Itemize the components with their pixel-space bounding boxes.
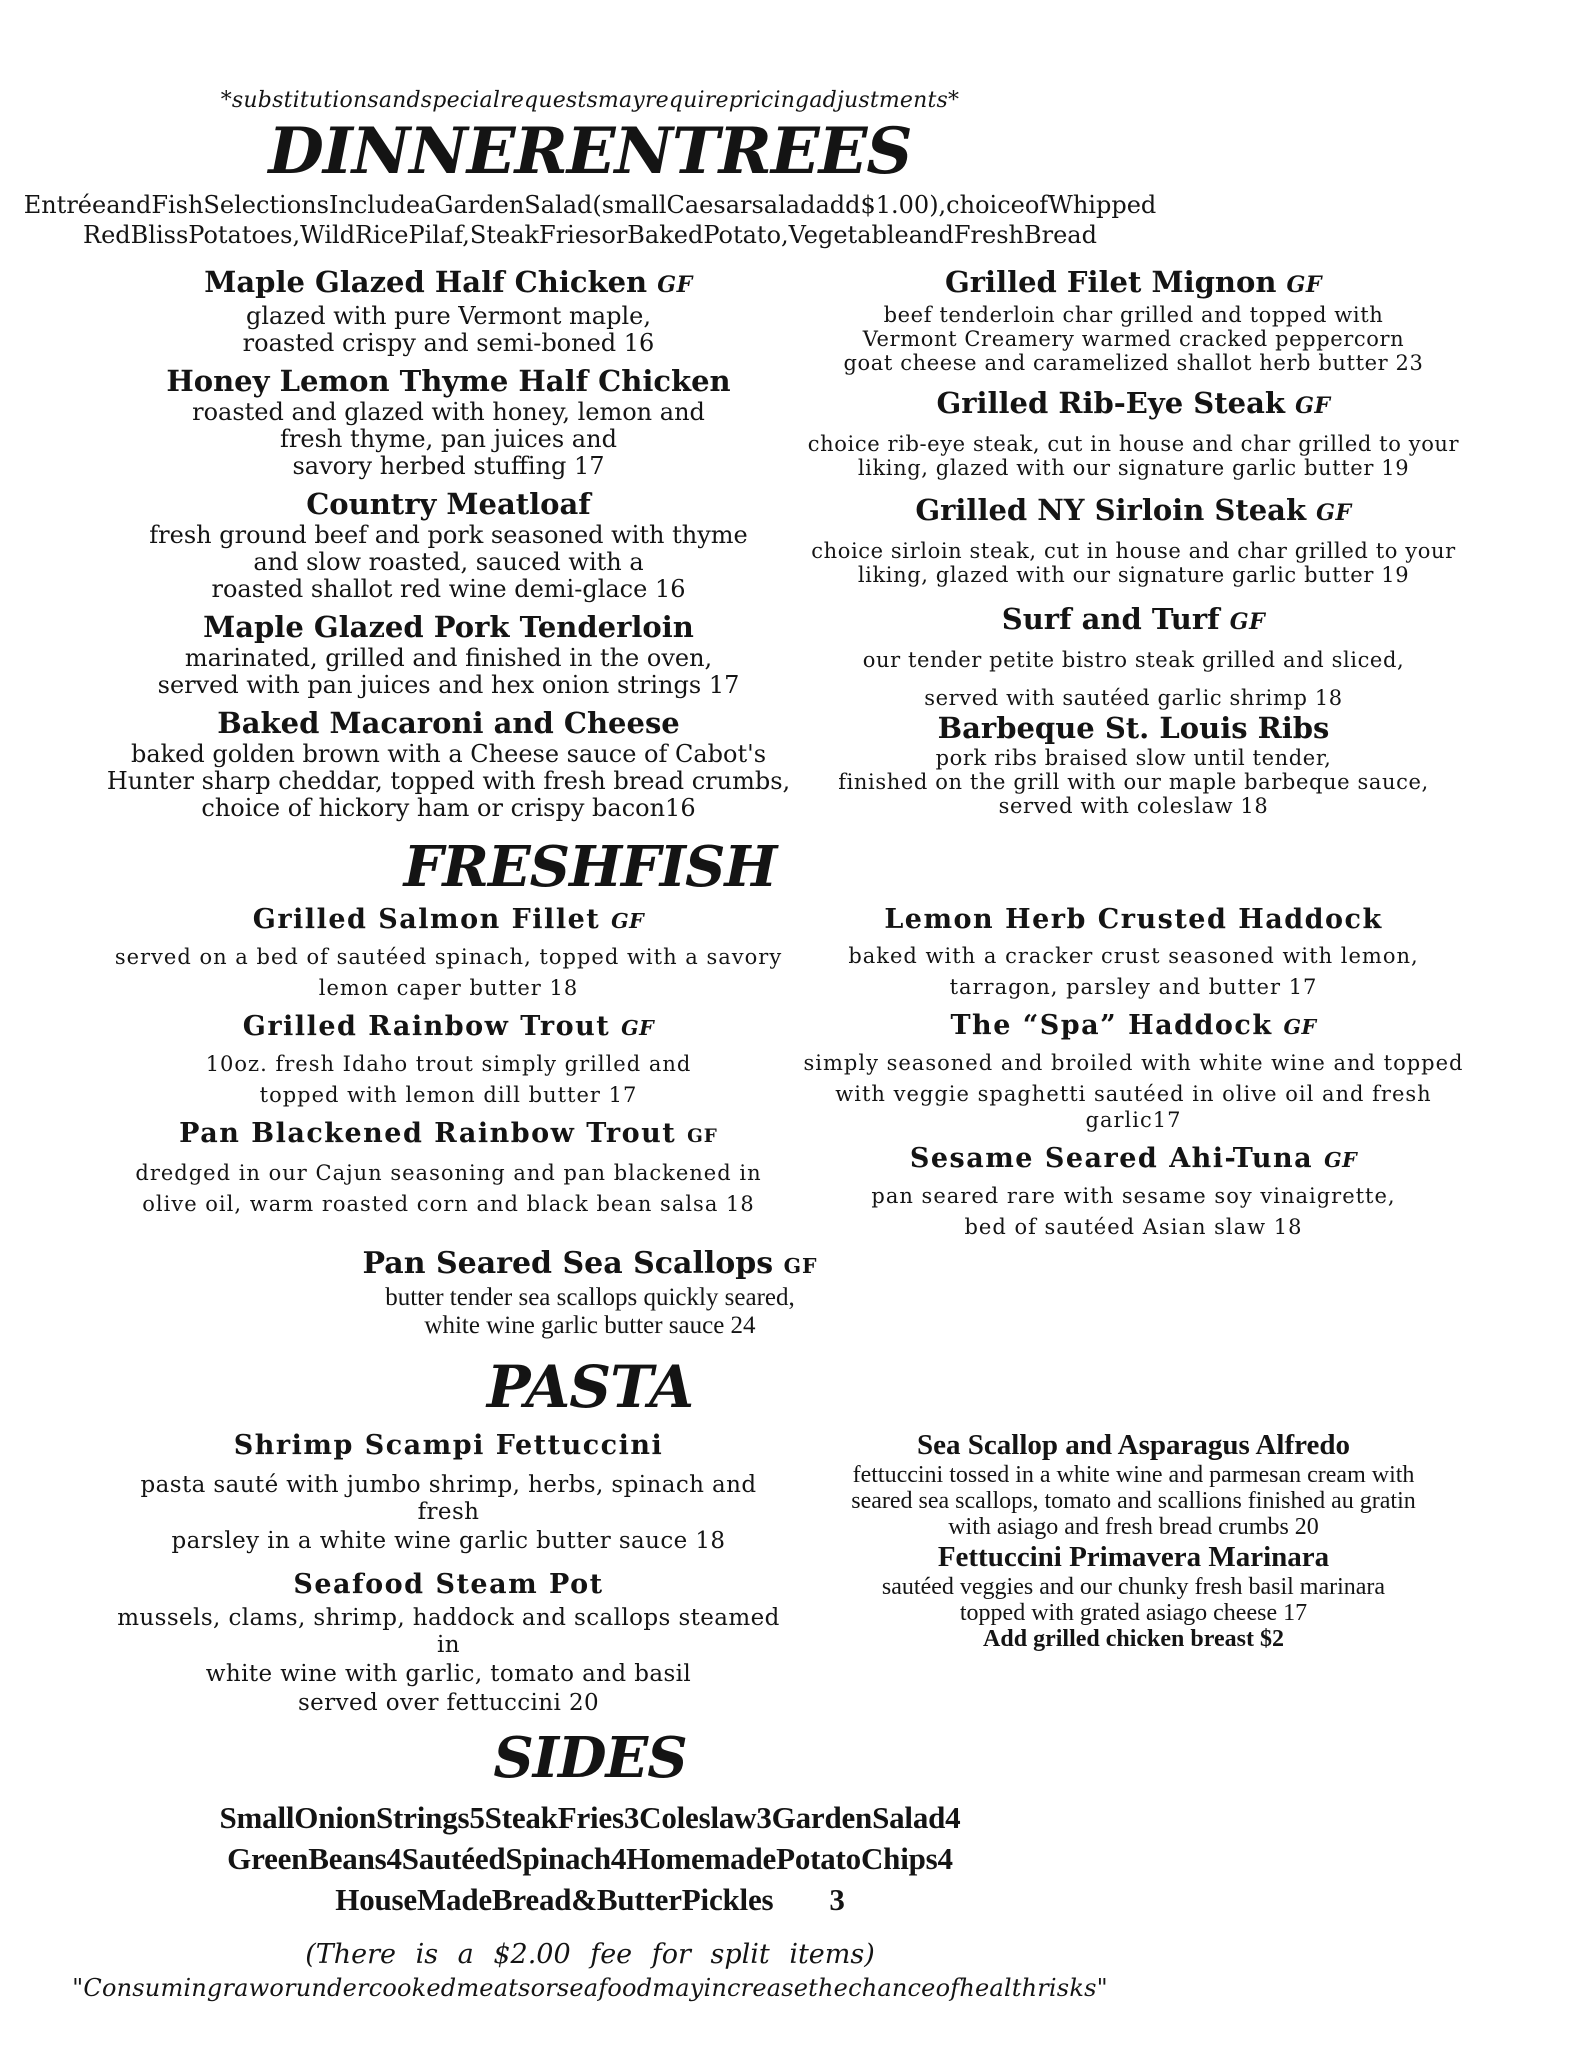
item-title xyxy=(106,1567,791,1603)
sides-line-3-price: 3 xyxy=(829,1882,845,1917)
menu-item-honey-lemon-thyme-half-chicken xyxy=(106,363,791,480)
item-desc-line: with asiago and fresh bread crumbs 20 xyxy=(948,1514,1319,1540)
menu-item-baked-macaroni-and-cheese xyxy=(106,705,791,822)
item-title xyxy=(106,609,791,645)
item-desc-line: bed of sautéed Asian slaw 18 xyxy=(964,1215,1303,1239)
gluten-free-tag: GF xyxy=(657,272,693,298)
item-title xyxy=(106,1116,791,1155)
item-name: Honey Lemon Thyme Half Chicken xyxy=(166,364,731,398)
pasta-right-column xyxy=(791,1428,1476,1717)
gluten-free-tag: GF xyxy=(687,1126,718,1147)
sides-line-3-label: HouseMadeBread&ButterPickles xyxy=(335,1882,774,1917)
item-desc-line: pasta sauté with jumbo shrimp, herbs, spinach and fresh xyxy=(140,1472,757,1525)
item-desc-line: baked golden brown with a Cheese sauce of Cabot's xyxy=(130,740,767,768)
item-desc-line: served over fettuccini 20 xyxy=(297,1690,600,1716)
item-desc-line: choice sirloin steak, cut in house and char grilled to your xyxy=(811,539,1456,563)
item-title xyxy=(0,1246,1180,1284)
item-desc-line: served with pan juices and hex onion strings 17 xyxy=(157,671,740,699)
item-name: Sea Scallop and Asparagus Alfredo xyxy=(917,1429,1350,1461)
sides-list xyxy=(0,1797,1180,1920)
section-title-dinner-entrees: DINNERENTREES xyxy=(268,114,912,189)
item-name: The “Spa” Haddock xyxy=(950,1010,1273,1041)
section-title-sides: SIDES xyxy=(493,1725,687,1791)
pasta-left-column xyxy=(106,1428,791,1717)
menu-item-grilled-ny-sirloin-steak xyxy=(791,492,1476,587)
dinner-subtitle xyxy=(0,190,1180,250)
item-title xyxy=(791,902,1476,938)
item-title xyxy=(106,902,791,939)
dinner-subtitle-line-2: RedBlissPotatoes,WildRicePilaf,SteakFriesorBakedPotato,VegetableandFreshBread xyxy=(83,221,1097,249)
item-desc-line: topped with lemon dill butter 17 xyxy=(259,1083,638,1107)
item-desc-line: fresh ground beef and pork seasoned with thyme xyxy=(149,521,748,549)
sides-line-1: SmallOnionStrings5SteakFries3Coleslaw3GardenSalad4 xyxy=(219,1800,961,1835)
item-name: Maple Glazed Half Chicken xyxy=(204,265,648,299)
item-desc-line: roasted and glazed with honey, lemon and xyxy=(192,398,705,426)
gluten-free-tag: GF xyxy=(621,1016,655,1040)
sides-line-3 xyxy=(0,1879,1180,1920)
split-fee-note: (There is a $2.00 fee for split items) xyxy=(305,1939,875,1970)
item-title xyxy=(791,1428,1476,1462)
item-name: Pan Seared Sea Scallops xyxy=(362,1246,774,1281)
item-title xyxy=(791,1008,1476,1045)
item-desc-line: tarragon, parsley and butter 17 xyxy=(949,975,1318,999)
menu-item-pan-seared-sea-scallops xyxy=(0,1246,1180,1340)
item-desc-line: simply seasoned and broiled with white wine and topped xyxy=(803,1051,1464,1075)
fish-left-column xyxy=(106,902,791,1240)
item-name: Grilled Salmon Fillet xyxy=(252,904,601,935)
item-desc-line: seared sea scallops, tomato and scallions finished au gratin xyxy=(851,1488,1416,1514)
gluten-free-tag: GF xyxy=(783,1254,818,1278)
dinner-right-column xyxy=(791,264,1476,822)
item-desc-line: olive oil, warm roasted corn and black bean salsa 18 xyxy=(142,1192,755,1216)
item-title xyxy=(791,492,1476,531)
menu-item-shrimp-scampi-fettuccini xyxy=(106,1428,791,1555)
item-name: Grilled Rainbow Trout xyxy=(242,1011,611,1042)
gluten-free-tag: GF xyxy=(1229,609,1266,635)
item-name: Maple Glazed Pork Tenderloin xyxy=(203,610,694,644)
item-name: Seafood Steam Pot xyxy=(293,1569,604,1600)
item-name: Fettuccini Primavera Marinara xyxy=(937,1541,1330,1573)
item-desc-line: roasted shallot red wine demi-glace 16 xyxy=(211,575,686,603)
gluten-free-tag: GF xyxy=(1283,1015,1317,1039)
pasta-columns xyxy=(0,1428,1582,1717)
item-desc-line: fettuccini tossed in a white wine and parmesan cream with xyxy=(852,1462,1415,1488)
menu-item-lemon-herb-crusted-haddock xyxy=(791,902,1476,1000)
dinner-entrees-columns xyxy=(0,264,1582,822)
gluten-free-tag: GF xyxy=(611,909,645,933)
item-desc-line: goat cheese and caramelized shallot herb butter 23 xyxy=(843,351,1424,375)
item-desc-line: pork ribs braised slow until tender, xyxy=(935,746,1332,770)
menu-item-grilled-filet-mignon xyxy=(791,264,1476,375)
item-title xyxy=(791,710,1476,746)
fish-right-column xyxy=(791,902,1476,1240)
item-desc-line: savory herbed stuffing 17 xyxy=(292,452,605,480)
item-name: Grilled Rib-Eye Steak xyxy=(936,386,1285,420)
item-desc-line: pan seared rare with sesame soy vinaigrette, xyxy=(871,1184,1396,1208)
fresh-fish-columns xyxy=(0,902,1582,1240)
item-desc-line: beef tenderloin char grilled and topped with xyxy=(883,303,1384,327)
item-name: Lemon Herb Crusted Haddock xyxy=(884,904,1383,935)
menu-item-grilled-salmon-fillet xyxy=(106,902,791,1001)
item-title xyxy=(791,601,1476,640)
menu-item-country-meatloaf xyxy=(106,486,791,603)
item-title xyxy=(791,385,1476,424)
item-desc-line: Hunter sharp cheddar, topped with fresh bread crumbs, xyxy=(106,767,791,795)
dinner-left-column xyxy=(106,264,791,822)
item-desc-line: served on a bed of sautéed spinach, topped with a savory xyxy=(114,945,783,969)
item-desc-line: fresh thyme, pan juices and xyxy=(280,425,617,453)
item-title xyxy=(791,1540,1476,1574)
item-desc-line: served with sautéed garlic shrimp 18 xyxy=(924,686,1343,710)
section-title-fresh-fish: FRESHFISH xyxy=(403,834,777,900)
item-title xyxy=(791,264,1476,303)
item-title xyxy=(106,486,791,522)
item-name: Pan Blackened Rainbow Trout xyxy=(179,1118,677,1149)
item-desc-line: white wine garlic butter sauce 24 xyxy=(424,1312,756,1339)
item-desc-line: and slow roasted, sauced with a xyxy=(253,548,644,576)
add-chicken-note: Add grilled chicken breast $2 xyxy=(983,1626,1284,1652)
item-desc-line: 10oz. fresh Idaho trout simply grilled and xyxy=(205,1052,692,1076)
menu-item-grilled-rainbow-trout xyxy=(106,1009,791,1108)
item-desc-line: sautéed veggies and our chunky fresh basil marinara xyxy=(881,1574,1386,1600)
item-desc-line: white wine with garlic, tomato and basil xyxy=(205,1661,692,1687)
item-desc-line: butter tender sea scallops quickly seared, xyxy=(385,1284,795,1311)
item-title xyxy=(106,1009,791,1046)
item-desc-line: liking, glazed with our signature garlic butter 19 xyxy=(857,563,1410,587)
item-name: Shrimp Scampi Fettuccini xyxy=(233,1430,664,1461)
item-title xyxy=(791,1141,1476,1178)
item-title xyxy=(106,363,791,399)
item-name: Baked Macaroni and Cheese xyxy=(217,706,680,740)
gluten-free-tag: GF xyxy=(1286,272,1322,298)
menu-item-the-spa-haddock xyxy=(791,1008,1476,1133)
menu-item-fettuccini-primavera-marinara xyxy=(791,1540,1476,1653)
menu-item-maple-glazed-half-chicken xyxy=(106,264,791,357)
gluten-free-tag: GF xyxy=(1316,500,1352,526)
item-name: Surf and Turf xyxy=(1001,602,1220,636)
menu-item-grilled-rib-eye-steak xyxy=(791,385,1476,480)
sides-line-2: GreenBeans4SautéedSpinach4HomemadePotatoChips4 xyxy=(227,1841,953,1876)
gluten-free-tag: GF xyxy=(1324,1148,1358,1172)
item-name: Grilled Filet Mignon xyxy=(945,265,1277,299)
item-name: Country Meatloaf xyxy=(306,487,591,521)
item-desc-line: dredged in our Cajun seasoning and pan blackened in xyxy=(135,1161,762,1185)
section-title-pasta: PASTA xyxy=(486,1353,694,1421)
menu-item-barbeque-st-louis-ribs xyxy=(791,710,1476,818)
substitutions-note: *substitutionsandspecialrequestsmayrequirepricingadjustments* xyxy=(220,88,960,113)
item-desc-line: Vermont Creamery warmed cracked peppercorn xyxy=(862,327,1405,351)
menu-item-pan-blackened-rainbow-trout xyxy=(106,1116,791,1217)
item-desc-line: topped with grated asiago cheese 17 xyxy=(959,1600,1308,1626)
item-title xyxy=(106,705,791,741)
menu-item-surf-and-turf xyxy=(791,601,1476,710)
gluten-free-tag: GF xyxy=(1295,393,1331,419)
item-desc-line: parsley in a white wine garlic butter sauce 18 xyxy=(171,1528,726,1554)
health-disclaimer: "Consumingraworundercookedmeatsorseafoodmayincreasethechanceofhealthrisks" xyxy=(72,1974,1108,2002)
menu-item-sesame-seared-ahi-tuna xyxy=(791,1141,1476,1240)
item-title xyxy=(106,1428,791,1464)
item-name: Sesame Seared Ahi-Tuna xyxy=(909,1143,1314,1174)
item-desc-line: choice rib-eye steak, cut in house and char grilled to your xyxy=(807,432,1460,456)
menu-item-sea-scallop-and-asparagus-alfredo xyxy=(791,1428,1476,1540)
item-desc-line: marinated, grilled and finished in the oven, xyxy=(184,644,713,672)
dinner-subtitle-line-1: EntréeandFishSelectionsIncludeaGardenSalad(smallCaesarsaladadd$1.00),choiceofWhipped xyxy=(23,191,1157,219)
item-desc-line: glazed with pure Vermont maple, xyxy=(246,302,651,330)
item-desc-line: mussels, clams, shrimp, haddock and scallops steamed in xyxy=(117,1605,780,1658)
item-desc-line: our tender petite bistro steak grilled and sliced, xyxy=(862,648,1405,672)
item-desc-line: choice of hickory ham or crispy bacon16 xyxy=(201,794,696,822)
item-desc-line: liking, glazed with our signature garlic butter 19 xyxy=(857,456,1410,480)
item-title xyxy=(106,264,791,303)
item-desc-line: served with coleslaw 18 xyxy=(998,794,1269,818)
menu-item-maple-glazed-pork-tenderloin xyxy=(106,609,791,699)
item-name: Grilled NY Sirloin Steak xyxy=(915,493,1307,527)
item-desc-line: finished on the grill with our maple barbeque sauce, xyxy=(838,770,1429,794)
item-desc-line: baked with a cracker crust seasoned with lemon, xyxy=(848,944,1419,968)
menu-item-seafood-steam-pot xyxy=(106,1567,791,1717)
item-desc-line: with veggie spaghetti sautéed in olive oil and fresh garlic17 xyxy=(835,1082,1432,1132)
item-name: Barbeque St. Louis Ribs xyxy=(937,711,1330,745)
item-desc-line: lemon caper butter 18 xyxy=(318,976,579,1000)
item-desc-line: roasted crispy and semi-boned 16 xyxy=(242,329,655,357)
